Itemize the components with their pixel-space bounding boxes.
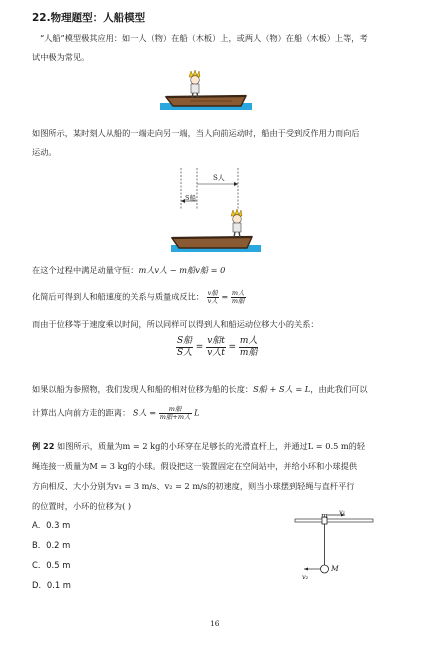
intro-line-1: “人船”模型极其应用：如一人（物）在船（木板）上，或两人（物）在船（木板）上等，考 [40,33,368,43]
label-s-person: S人 [213,174,225,182]
page-number: 16 [210,619,220,628]
example-line-4: 的位置时，小环的位移为( ) [32,501,132,511]
example-line-3: 方向相反、大小分别为v₁ = 3 m/s、v₂ = 2 m/s的初速度，则当小球摆到轻绳与直杆平行 [32,481,355,491]
fig-label-M: M [331,564,339,573]
velocity-ratio-fraction: $\frac{\text{v船}}{\text{v人}}$ [207,289,218,305]
calc-L: L [194,407,200,418]
para2-line-2: 运动。 [32,147,57,157]
example-line-2: 绳连接一质量为M = 3 kg的小球。假设把这一装置固定在空间站中，并给小环和小球提供 [32,461,358,471]
displacement-text: 而由于位移等于速度乘以时间，所以同样可以得到人和船运动位移大小的关系： [32,319,319,329]
relative-equation: S船 + S人 = L [253,384,311,394]
relative-text: 如果以船为参照物，我们发现人和船的相对位移为船的长度： [32,384,254,394]
mass-ratio-fraction: $\frac{\text{m人}}{\text{m船}}$ [231,289,245,305]
calc-text: 计算出人向前方走的距离： [32,407,131,418]
option-c[interactable]: C．0.5 m [32,560,71,570]
fig-label-m: m [321,512,328,520]
calc-lhs: S人 = [132,407,157,418]
section-title: 22.物理题型：人船模型 [32,12,146,24]
momentum-text: 在这个过程中满足动量守恒： [32,265,139,275]
example-line-1: 如图所示，质量为m = 2 kg的小环穿在足够长的光滑直杆上，并通过L = 0.5 m的轻 [54,441,366,451]
example-label: 例 22 [32,441,55,451]
option-b[interactable]: B．0.2 m [32,540,71,550]
option-a[interactable]: A．0.3 m [32,520,71,530]
option-d[interactable]: D．0.1 m [32,580,71,590]
intro-line-2: 试中极为常见。 [32,52,90,62]
ratio-text: 化简后可得到人和船速度的关系与质量成反比： [32,291,204,302]
label-s-boat: S船 [185,194,196,202]
para2-line-1: 如图所示，某时刻人从船的一端走向另一端，当人向前运动时，船由于受到反作用力而向后 [32,128,360,138]
relative-tail: ，由此我们可以 [310,384,368,394]
displacement-equation: $\frac{\text{S船}}{\text{S人}}$ = $\frac{\text{v船t}}{\text{v人t}}$ = $\frac{\text{m人}}{\text{m船}}$ [177,336,258,358]
person-on-boat-figure [160,68,260,116]
fig-label-v1: v₁ [339,508,346,516]
momentum-equation: m人v人 − m船v船 = 0 [138,265,226,275]
fig-label-v2: v₂ [302,573,309,581]
calc-fraction: $\frac{\text{m船}}{\text{m船+m人}}$ [159,405,191,421]
